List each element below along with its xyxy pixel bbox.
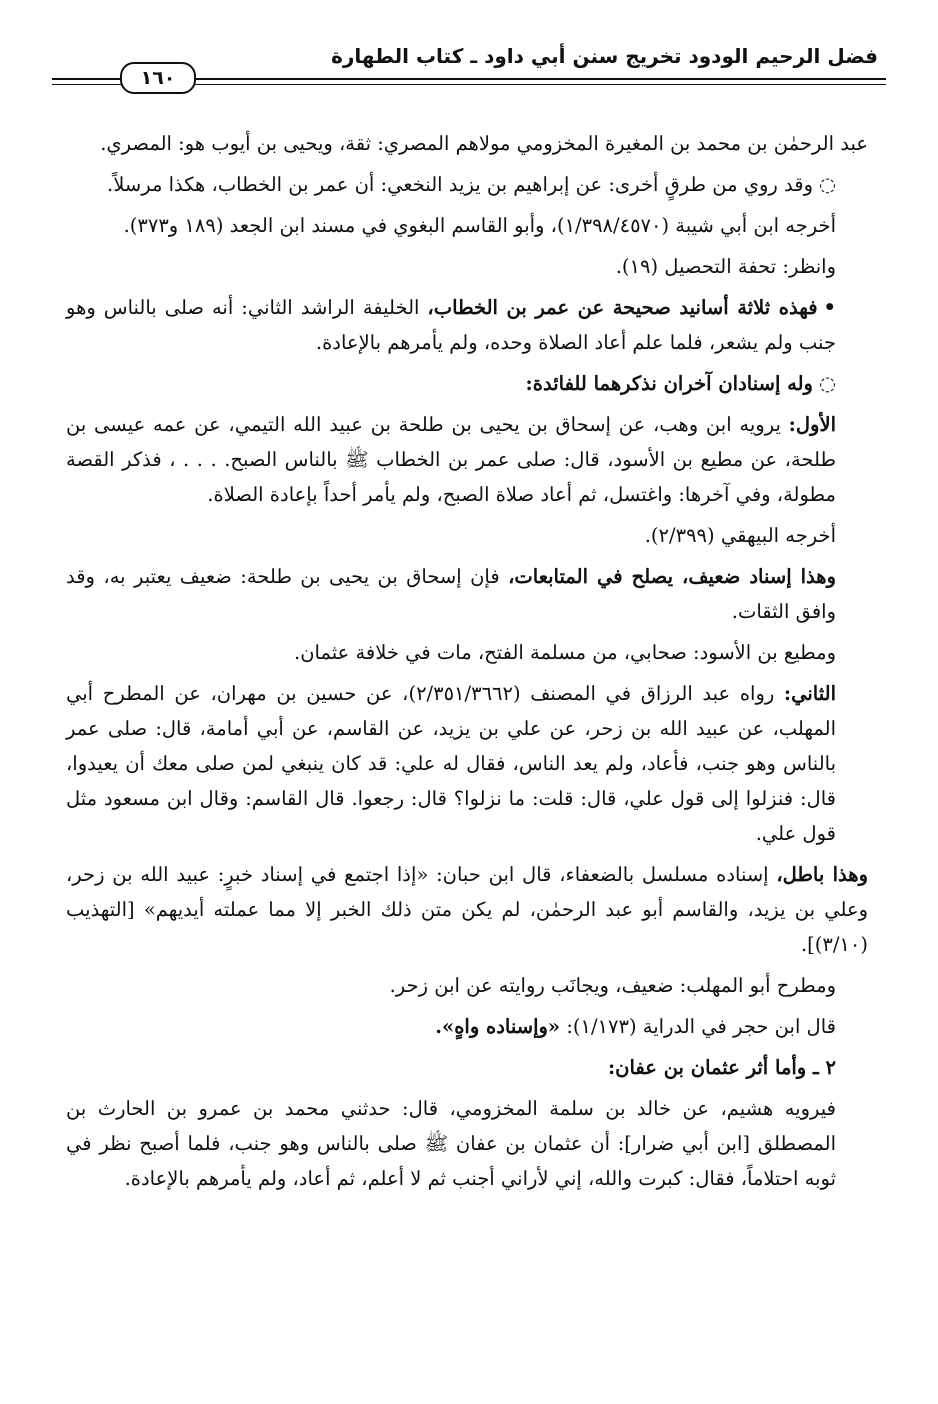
paragraph (66, 857, 868, 962)
page-body (66, 126, 868, 1202)
paragraph-bold-tail: «وإسناده واهٍ». (435, 1015, 561, 1038)
paragraph (66, 676, 868, 851)
paragraph-text: عبد الرحمٰن بن محمد بن المغيرة المخزومي مولاهم المصري: ثقة، ويحيى بن أيوب هو: المصري. (100, 132, 868, 155)
paragraph-bold-lead: وهذا باطل، (776, 863, 868, 886)
paragraph (66, 635, 868, 670)
paragraph-text: وقد روي من طرقٍ أخرى: عن إبراهيم بن يزيد النخعي: أن عمر بن الخطاب، هكذا مرسلاً. (107, 173, 813, 196)
paragraph-bold-lead: الثاني: (783, 682, 836, 705)
paragraph-bold-lead: الأول: (788, 413, 836, 436)
page-number-rule-right (194, 78, 232, 80)
paragraph-text: ومطيع بن الأسود: صحابي، من مسلمة الفتح، مات في خلافة عثمان. (294, 641, 836, 664)
page-number-rule-left (82, 78, 120, 80)
paragraph (66, 208, 868, 243)
paragraph-text: قال ابن حجر في الدراية (١/١٧٣): (560, 1015, 836, 1038)
paragraph-text: فيرويه هشيم، عن خالد بن سلمة المخزومي، قال: حدثني محمد بن عمرو بن الحارث بن المصطلق [ابن أبي ضرار]: أن عثمان بن عفان ﷺ صلى بالناس وهو جنب، فلما أصبح نظر في ثوبه احتلاماً، فقال: كبرت والله، إني لأراني أجنب ثم لا أعلم، ثم أعاد، ولم يأمرهم بالإعادة. (66, 1097, 836, 1190)
paragraph (66, 518, 868, 553)
paragraph-text: رواه عبد الرزاق في المصنف (٢/٣٥١/٣٦٦٢)، عن حسين بن مهران، عن المطرح أبي المهلب، عن عبيد الله بن زحر، عن علي بن يزيد، عن القاسم، عن أبي أمامة، قال: صلى عمر بالناس وهو جنب، فأعاد، ولم يعد الناس، فقال له علي: قد كان ينبغي لمن صلى معك أن يعيدوا، قال: فنزلوا إلى قول علي، قال: قلت: ما نزلوا؟ قال: رجعوا. قال القاسم: وقال ابن مسعود مثل قول علي. (66, 682, 836, 845)
paragraph-text: يرويه ابن وهب، عن إسحاق بن يحيى بن طلحة بن عبيد الله التيمي، عن عمه عيسى بن طلحة، عن مطيع بن الأسود، قال: صلى عمر بن الخطاب ﷺ بالناس الصبح. . . . ، فذكر القصة مطولة، وفي آخرها: واغتسل، ثم أعاد صلاة الصبح، ولم يأمر أحداً بإعادة الصلاة. (66, 413, 836, 506)
paragraph-text: أخرجه البيهقي (٢/٣٩٩). (644, 524, 836, 547)
paragraph-bold-lead: وهذا إسناد ضعيف، يصلح في المتابعات، (508, 565, 837, 588)
paragraph-text: فإن إسحاق بن يحيى بن طلحة: ضعيف يعتبر به، وقد وافق الثقات. (66, 565, 836, 623)
paragraph-heading: وله إسنادان آخران نذكرهما للفائدة: (525, 372, 813, 395)
paragraph (66, 407, 868, 512)
paragraph-text: ومطرح أبو المهلب: ضعيف، ويجانَب روايته عن ابن زحر. (389, 974, 836, 997)
page-number: ١٦٠ (120, 62, 196, 94)
bullet-mark: ◌ (818, 372, 836, 395)
paragraph (66, 1050, 868, 1085)
paragraph-text: وانظر: تحفة التحصيل (١٩). (615, 255, 836, 278)
bullet-mark: • (823, 296, 836, 319)
paragraph-text: الخليفة الراشد الثاني: أنه صلى بالناس وهو جنب ولم يشعر، فلما علم أعاد الصلاة وحده، ولم يأمرهم بالإعادة. (66, 296, 836, 354)
paragraph (66, 366, 868, 401)
paragraph-heading: ٢ ـ وأما أثر عثمان بن عفان: (607, 1056, 836, 1079)
paragraph (66, 126, 868, 161)
paragraph (66, 290, 868, 360)
paragraph-text: أخرجه ابن أبي شيبة (١/٣٩٨/٤٥٧٠)، وأبو القاسم البغوي في مسند ابن الجعد (١٨٩ و٣٧٣). (123, 214, 836, 237)
paragraph-text: إسناده مسلسل بالضعفاء، قال ابن حبان: «إذا اجتمع في إسناد خبرٍ: عبيد الله بن زحر، وعلي بن يزيد، والقاسم أبو عبد الرحمٰن، لم يكن متن ذلك الخبر إلا مما عملته أيديهم» [التهذيب (٣/١٠)]. (66, 863, 868, 956)
paragraph (66, 1009, 868, 1044)
paragraph (66, 559, 868, 629)
paragraph (66, 968, 868, 1003)
paragraph (66, 1091, 868, 1196)
paragraph (66, 249, 868, 284)
paragraph-bold-lead: فهذه ثلاثة أسانيد صحيحة عن عمر بن الخطاب، (427, 296, 818, 319)
bullet-mark: ◌ (818, 173, 836, 196)
page-number-ornament (82, 62, 232, 96)
running-header-title: فضل الرحيم الودود تخريج سنن أبي داود ـ كتاب الطهارة (331, 44, 878, 68)
paragraph (66, 167, 868, 202)
